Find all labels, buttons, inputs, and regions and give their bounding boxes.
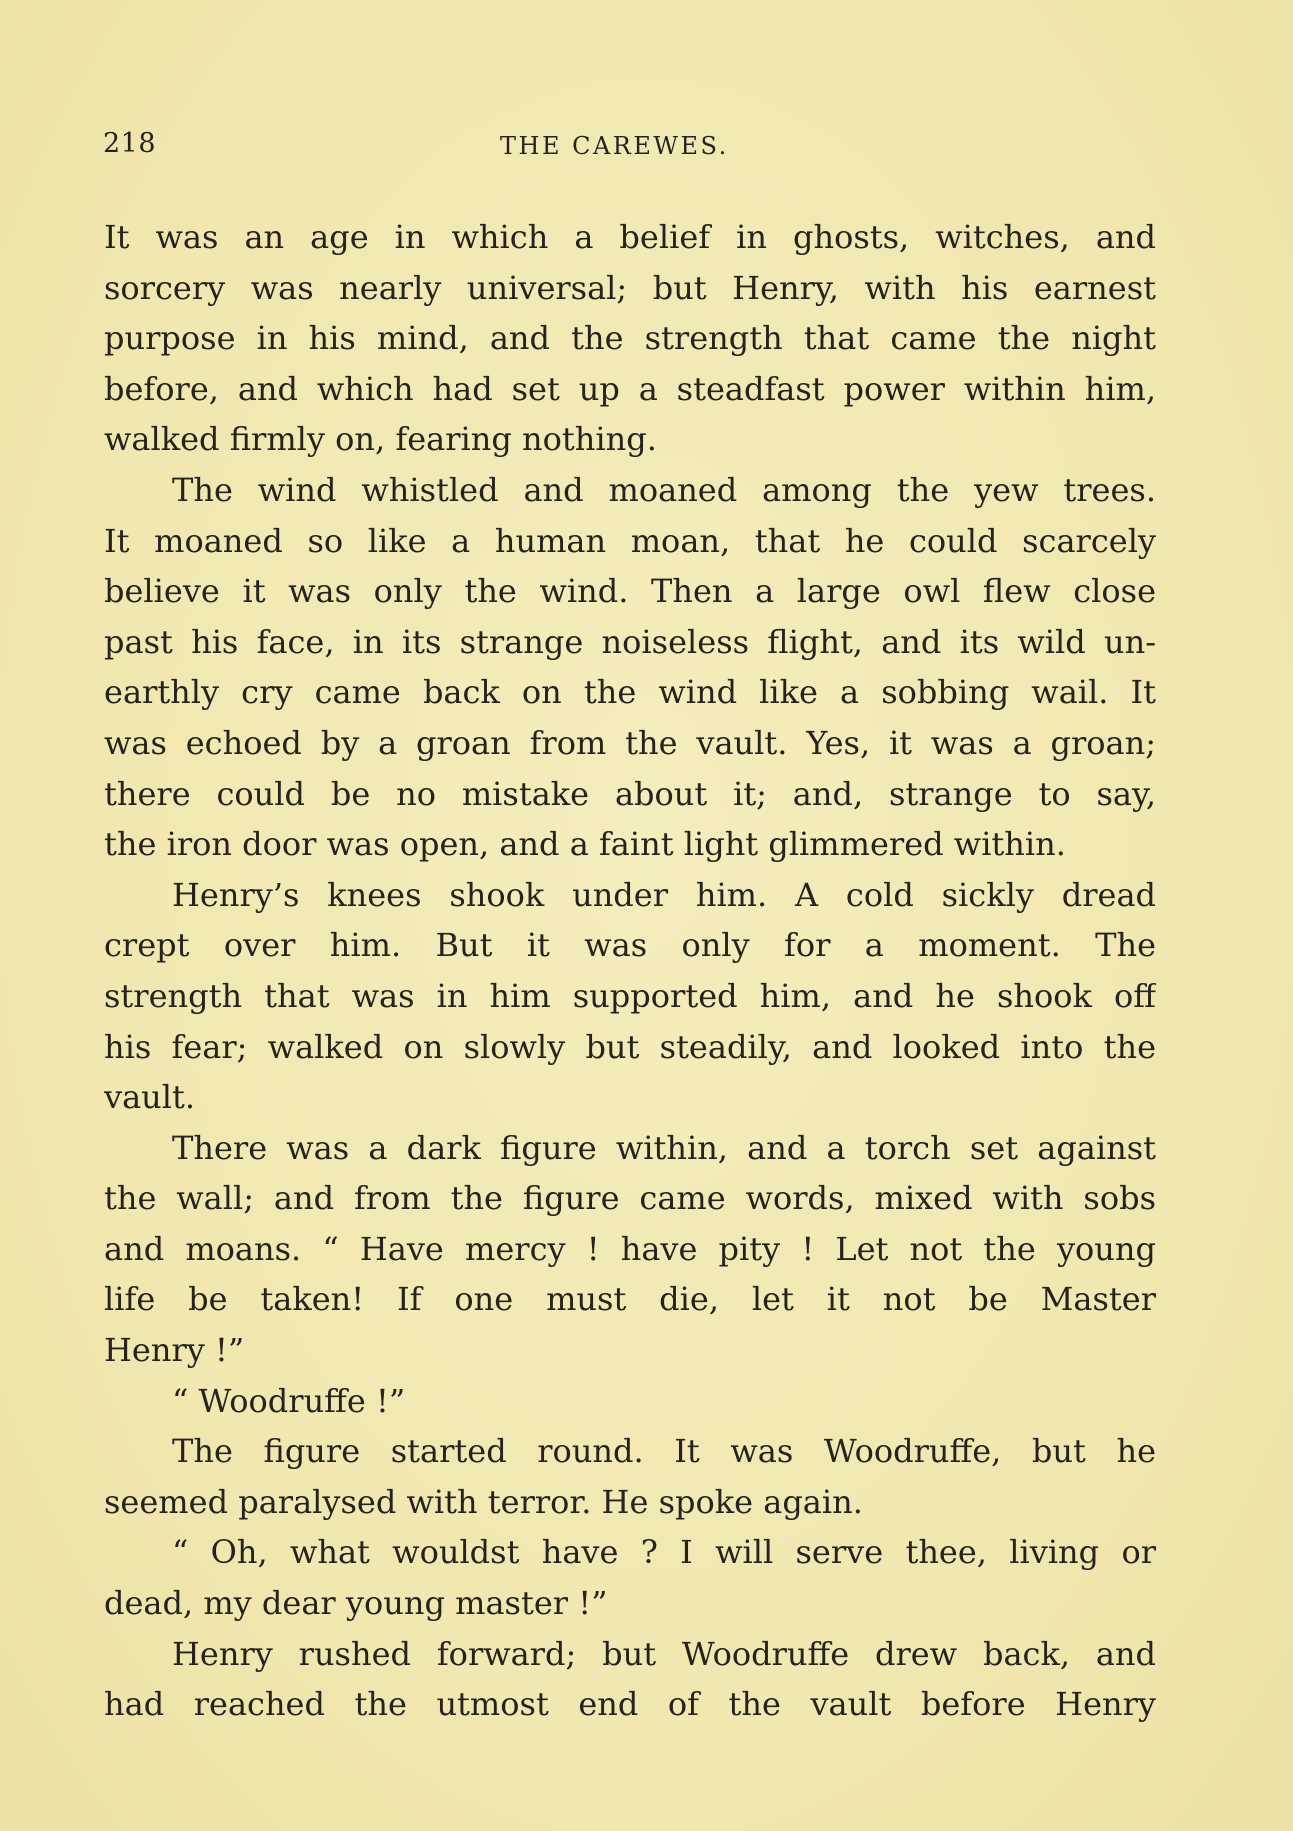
text-line: purpose in his mind, and the strength that came the night bbox=[104, 319, 1156, 358]
running-title: THE CAREWES. bbox=[500, 132, 729, 160]
text-line: there could be no mistake about it; and, strange to say, bbox=[104, 774, 1156, 813]
text-line: life be taken! If one must die, let it not be Master bbox=[104, 1280, 1156, 1319]
text-line: sorcery was nearly universal; but Henry, with his earnest bbox=[104, 268, 1156, 307]
text-line: There was a dark figure within, and a torch set against bbox=[172, 1128, 1156, 1167]
text-line: It was an age in which a belief in ghosts, witches, and bbox=[104, 218, 1156, 256]
text-line: past his face, in its strange noiseless flight, and its wild un- bbox=[104, 622, 1156, 661]
running-head bbox=[0, 128, 1293, 168]
text-line: earthly cry came back on the wind like a sobbing wail. It bbox=[104, 673, 1156, 712]
text-line: The figure started round. It was Woodruffe, but he bbox=[172, 1432, 1156, 1471]
text-line: believe it was only the wind. Then a large owl flew close bbox=[104, 572, 1156, 611]
text-line: Henry !” bbox=[104, 1331, 245, 1370]
text-line: the wall; and from the figure came words, mixed with sobs bbox=[104, 1179, 1156, 1218]
text-line: vault. bbox=[104, 1078, 196, 1117]
text-line: the iron door was open, and a faint light glimmered within. bbox=[104, 825, 1066, 864]
text-line: strength that was in him supported him, and he shook off bbox=[104, 976, 1156, 1015]
text-line: Henry’s knees shook under him. A cold sickly dread bbox=[172, 875, 1156, 914]
text-line: and moans. “ Have mercy ! have pity ! Let not the young bbox=[104, 1229, 1156, 1268]
text-line: “ Oh, what wouldst have ? I will serve thee, living or bbox=[172, 1533, 1156, 1572]
text-line: The wind whistled and moaned among the yew trees. bbox=[172, 470, 1156, 509]
text-line: dead, my dear young master !” bbox=[104, 1584, 608, 1623]
text-line: had reached the utmost end of the vault before Henry bbox=[104, 1685, 1156, 1724]
text-line: Henry rushed forward; but Woodruffe drew back, and bbox=[172, 1634, 1156, 1673]
text-line: “ Woodruffe !” bbox=[172, 1381, 406, 1420]
body-text bbox=[104, 212, 1156, 1730]
text-line: walked firmly on, fearing nothing. bbox=[104, 420, 657, 459]
text-line: was echoed by a groan from the vault. Yes, it was a groan; bbox=[104, 723, 1156, 762]
text-line: seemed paralysed with terror. He spoke again. bbox=[104, 1482, 863, 1521]
text-line: his fear; walked on slowly but steadily, and looked into the bbox=[104, 1027, 1156, 1066]
text-line: crept over him. But it was only for a moment. The bbox=[104, 926, 1156, 965]
text-line: before, and which had set up a steadfast power within him, bbox=[104, 369, 1156, 408]
text-line: It moaned so like a human moan, that he could scarcely bbox=[104, 521, 1156, 560]
page-number: 218 bbox=[103, 128, 157, 159]
